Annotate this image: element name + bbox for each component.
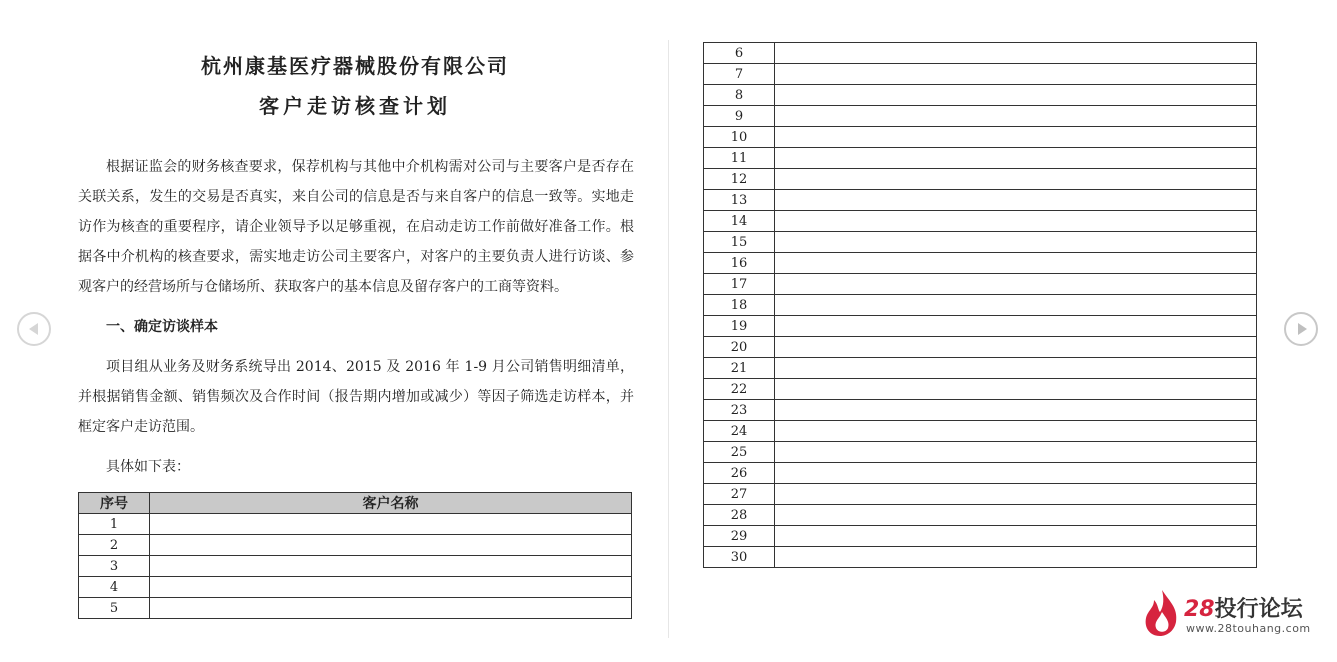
row-customer-name-cell[interactable] — [775, 85, 1257, 106]
row-serial-number: 5 — [79, 598, 150, 619]
table-row — [704, 295, 1257, 316]
row-customer-name-cell[interactable] — [775, 358, 1257, 379]
row-customer-name-cell[interactable] — [775, 337, 1257, 358]
row-serial-number: 23 — [704, 400, 775, 421]
watermark-logo — [1142, 588, 1312, 640]
table-header-row — [79, 493, 632, 514]
table-body-right — [704, 43, 1257, 568]
row-serial-number: 16 — [704, 253, 775, 274]
row-customer-name-cell[interactable] — [775, 64, 1257, 85]
table-row — [79, 514, 632, 535]
row-serial-number: 24 — [704, 421, 775, 442]
row-customer-name-cell[interactable] — [775, 400, 1257, 421]
table-row — [704, 505, 1257, 526]
paragraph-table-intro: 具体如下表： — [106, 459, 190, 475]
row-serial-number: 18 — [704, 295, 775, 316]
row-serial-number: 4 — [79, 577, 150, 598]
watermark-name: 投行论坛 — [1214, 597, 1303, 622]
row-customer-name-cell[interactable] — [775, 43, 1257, 64]
row-customer-name-cell[interactable] — [775, 106, 1257, 127]
row-serial-number: 30 — [704, 547, 775, 568]
header-customer-name: 客户名称 — [150, 493, 632, 514]
table-row — [704, 484, 1257, 505]
row-customer-name-cell[interactable] — [150, 577, 632, 598]
row-serial-number: 6 — [704, 43, 775, 64]
row-customer-name-cell[interactable] — [775, 148, 1257, 169]
paragraph-sample: 项目组从业务及财务系统导出 2014、2015 及 2016 年 1-9 月公司销售明细清单，并根据销售金额、销售频次及合作时间（报告期内增加或减少）等因子筛选走访样本，并框定客户走访范围。 — [78, 359, 634, 435]
row-customer-name-cell[interactable] — [150, 514, 632, 535]
customer-table-part2 — [703, 42, 1257, 568]
row-customer-name-cell[interactable] — [775, 463, 1257, 484]
table-row — [704, 232, 1257, 253]
table-row — [704, 85, 1257, 106]
table-row — [704, 547, 1257, 568]
row-customer-name-cell[interactable] — [775, 274, 1257, 295]
watermark-title — [1184, 592, 1303, 623]
table-row — [704, 169, 1257, 190]
row-serial-number: 27 — [704, 484, 775, 505]
row-serial-number: 9 — [704, 106, 775, 127]
row-serial-number: 1 — [79, 514, 150, 535]
row-customer-name-cell[interactable] — [150, 598, 632, 619]
row-customer-name-cell[interactable] — [775, 442, 1257, 463]
row-serial-number: 12 — [704, 169, 775, 190]
table-row — [704, 106, 1257, 127]
row-serial-number: 11 — [704, 148, 775, 169]
table-row — [704, 400, 1257, 421]
paragraph-intro: 根据证监会的财务核查要求，保荐机构与其他中介机构需对公司与主要客户是否存在关联关系，发生的交易是否真实，来自公司的信息是否与来自客户的信息一致等。实地走访作为核查的重要程序，请企业领导予以足够重视，在启动走访工作前做好准备工作。根据各中介机构的核查要求，需实地走访公司主要客户，对客户的主要负责人进行访谈、参观客户的经营场所与仓储场所、获取客户的基本信息及留存客户的工商等资料。 — [78, 159, 634, 295]
table-row — [704, 463, 1257, 484]
row-customer-name-cell[interactable] — [775, 379, 1257, 400]
table-row — [704, 211, 1257, 232]
table-row — [704, 379, 1257, 400]
table-row — [704, 274, 1257, 295]
row-serial-number: 14 — [704, 211, 775, 232]
row-customer-name-cell[interactable] — [775, 505, 1257, 526]
row-serial-number: 28 — [704, 505, 775, 526]
table-row — [704, 64, 1257, 85]
row-serial-number: 13 — [704, 190, 775, 211]
row-customer-name-cell[interactable] — [775, 547, 1257, 568]
row-serial-number: 19 — [704, 316, 775, 337]
row-customer-name-cell[interactable] — [775, 526, 1257, 547]
row-serial-number: 22 — [704, 379, 775, 400]
table-row — [79, 556, 632, 577]
triangle-right-icon — [1286, 314, 1316, 344]
row-customer-name-cell[interactable] — [775, 484, 1257, 505]
table-row — [704, 316, 1257, 337]
document-subtitle: 客户走访核查计划 — [259, 94, 451, 118]
flame-logo-icon — [1142, 588, 1182, 638]
table-row — [79, 535, 632, 556]
next-page-button[interactable] — [1284, 312, 1318, 346]
table-row — [704, 190, 1257, 211]
row-serial-number: 21 — [704, 358, 775, 379]
row-customer-name-cell[interactable] — [775, 211, 1257, 232]
table-row — [79, 577, 632, 598]
table-row — [704, 127, 1257, 148]
table-row — [704, 253, 1257, 274]
triangle-left-icon — [19, 314, 49, 344]
document-company-title: 杭州康基医疗器械股份有限公司 — [201, 54, 509, 78]
table-row — [704, 337, 1257, 358]
row-customer-name-cell[interactable] — [775, 421, 1257, 442]
row-serial-number: 7 — [704, 64, 775, 85]
row-serial-number: 29 — [704, 526, 775, 547]
table-row — [704, 442, 1257, 463]
row-customer-name-cell[interactable] — [775, 232, 1257, 253]
row-customer-name-cell[interactable] — [775, 169, 1257, 190]
row-serial-number: 3 — [79, 556, 150, 577]
watermark-number: 28 — [1184, 597, 1215, 622]
section-heading-1: 一、确定访谈样本 — [106, 319, 218, 335]
page-divider — [668, 40, 669, 638]
row-customer-name-cell[interactable] — [150, 556, 632, 577]
row-serial-number: 8 — [704, 85, 775, 106]
row-serial-number: 15 — [704, 232, 775, 253]
row-serial-number: 10 — [704, 127, 775, 148]
row-serial-number: 26 — [704, 463, 775, 484]
table-row — [704, 421, 1257, 442]
table-row — [79, 598, 632, 619]
row-customer-name-cell[interactable] — [775, 253, 1257, 274]
row-customer-name-cell[interactable] — [775, 127, 1257, 148]
customer-table-part1 — [78, 492, 632, 619]
table-row — [704, 148, 1257, 169]
header-serial-number: 序号 — [79, 493, 150, 514]
row-customer-name-cell[interactable] — [775, 190, 1257, 211]
watermark-url: www.28touhang.com — [1186, 622, 1311, 635]
table-row — [704, 43, 1257, 64]
row-customer-name-cell[interactable] — [150, 535, 632, 556]
table-body-left — [79, 514, 632, 619]
row-customer-name-cell[interactable] — [775, 295, 1257, 316]
row-customer-name-cell[interactable] — [775, 316, 1257, 337]
table-row — [704, 526, 1257, 547]
row-serial-number: 20 — [704, 337, 775, 358]
table-row — [704, 358, 1257, 379]
row-serial-number: 25 — [704, 442, 775, 463]
row-serial-number: 2 — [79, 535, 150, 556]
row-serial-number: 17 — [704, 274, 775, 295]
previous-page-button[interactable] — [17, 312, 51, 346]
